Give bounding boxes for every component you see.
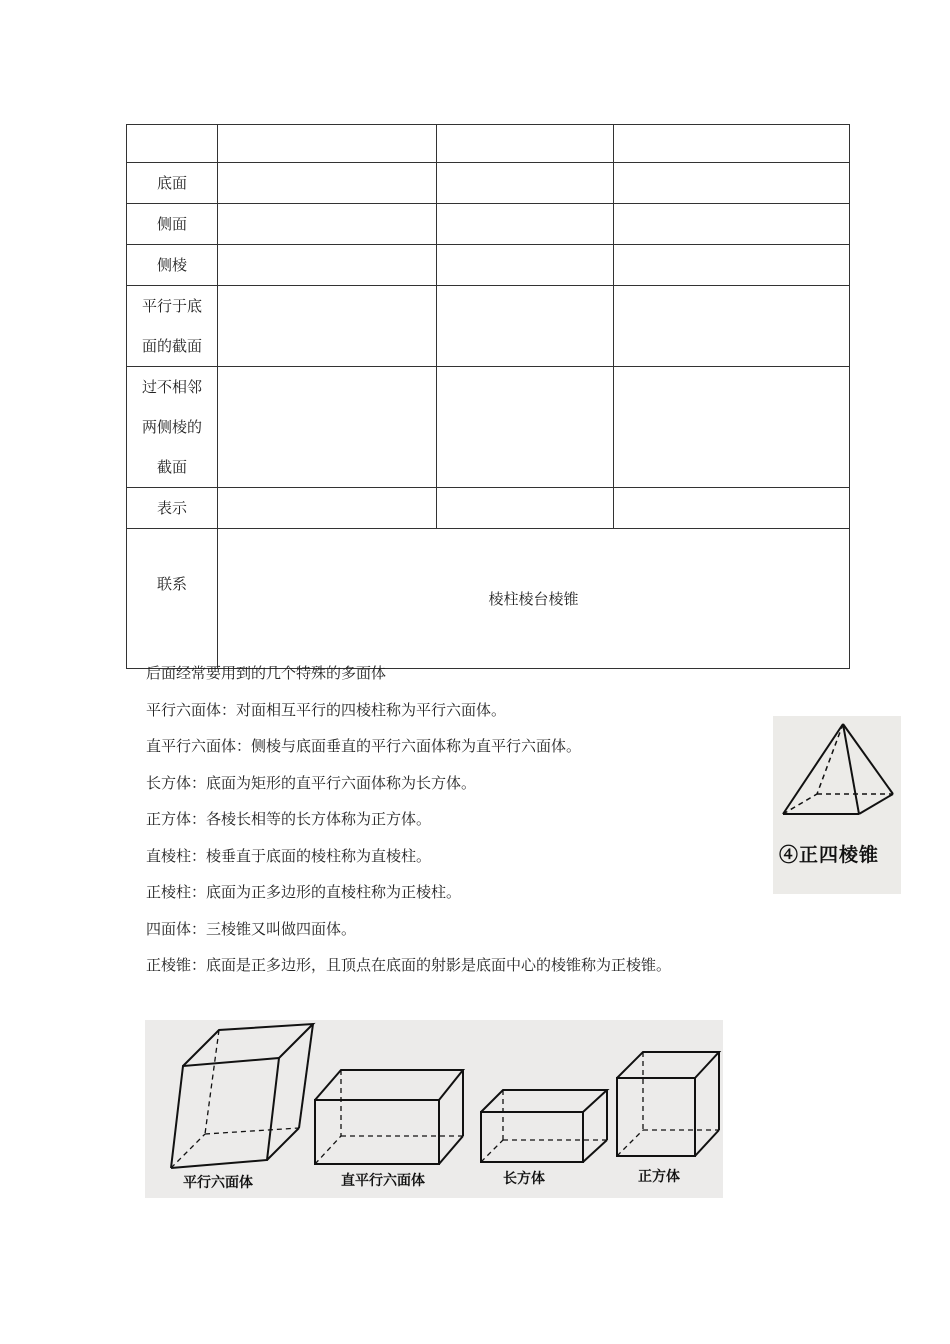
- table-cell: [614, 204, 850, 245]
- cuboid-drawing: [481, 1090, 607, 1162]
- regular-pyramid-figure: [773, 716, 901, 894]
- relation-content: 棱柱棱台棱锥: [218, 529, 850, 669]
- definition-right-parallelepiped: 直平行六面体：侧棱与底面垂直的平行六面体称为直平行六面体。: [146, 737, 582, 755]
- right-parallelepiped-drawing: [315, 1070, 463, 1164]
- definition-tetrahedron: 四面体：三棱锥又叫做四面体。: [146, 919, 357, 938]
- row-label-diagonal-section: 过不相邻 两侧棱的 截面: [127, 367, 218, 488]
- table-cell: [437, 367, 614, 488]
- label-right-parallelepiped: 直平行六面体: [341, 1173, 425, 1189]
- definition-right-prism: 直棱柱：棱垂直于底面的棱柱称为直棱柱。: [146, 846, 432, 865]
- definition-parallelepiped: 平行六面体：对面相互平行的四棱柱称为平行六面体。: [146, 700, 507, 719]
- definition-regular-prism: 正棱柱：底面为正多边形的直棱柱称为正棱柱。: [146, 883, 462, 901]
- table-row: [127, 529, 850, 669]
- label-cuboid: 长方体: [503, 1171, 545, 1187]
- polyhedra-comparison-table: [126, 124, 850, 669]
- special-polyhedra-figure: [145, 1020, 723, 1198]
- row-label-parallel-section: 平行于底 面的截面: [127, 286, 218, 367]
- section-heading: 后面经常要用到的几个特殊的多面体: [146, 664, 387, 682]
- table-cell: [437, 163, 614, 204]
- row-label-base: 底面: [127, 163, 218, 204]
- table-cell: [218, 204, 437, 245]
- table-row: [127, 163, 850, 204]
- table-cell: [218, 245, 437, 286]
- label-parallelepiped: 平行六面体: [183, 1175, 253, 1191]
- definition-cube: 正方体：各棱长相等的长方体称为正方体。: [146, 810, 432, 828]
- table-cell: [437, 488, 614, 529]
- pyramid-caption: ④正四棱锥: [779, 844, 880, 866]
- table-row: [127, 125, 850, 163]
- table-row: [127, 286, 850, 367]
- row-label-lateral-edge: 侧棱: [127, 245, 218, 286]
- table-cell: [218, 367, 437, 488]
- table-row: [127, 367, 850, 488]
- table-cell: [614, 286, 850, 367]
- special-polyhedra-section: [146, 660, 766, 989]
- table-cell: [437, 245, 614, 286]
- table-row: [127, 245, 850, 286]
- pyramid-drawing: [773, 716, 901, 836]
- polyhedra-drawings: [145, 1020, 723, 1170]
- row-label-notation: 表示: [127, 488, 218, 529]
- table-cell: [218, 125, 437, 163]
- table-cell: [437, 125, 614, 163]
- table-cell: [614, 245, 850, 286]
- table-cell: [614, 163, 850, 204]
- table-row: [127, 204, 850, 245]
- table-cell: [614, 125, 850, 163]
- table-cell: [614, 367, 850, 488]
- table-cell: [218, 488, 437, 529]
- table-cell: [437, 286, 614, 367]
- table-cell: [437, 204, 614, 245]
- table-row: [127, 488, 850, 529]
- row-label-relation: 联系: [127, 529, 218, 669]
- table-cell: [218, 286, 437, 367]
- table-cell: [218, 163, 437, 204]
- definition-cuboid: 长方体：底面为矩形的直平行六面体称为长方体。: [146, 773, 477, 792]
- label-cube: 正方体: [638, 1169, 680, 1185]
- definition-regular-pyramid: 正棱锥：底面是正多边形，且顶点在底面的射影是底面中心的棱锥称为正棱锥。: [146, 956, 672, 974]
- header-cell: [127, 125, 218, 163]
- row-label-side-face: 侧面: [127, 204, 218, 245]
- table-cell: [614, 488, 850, 529]
